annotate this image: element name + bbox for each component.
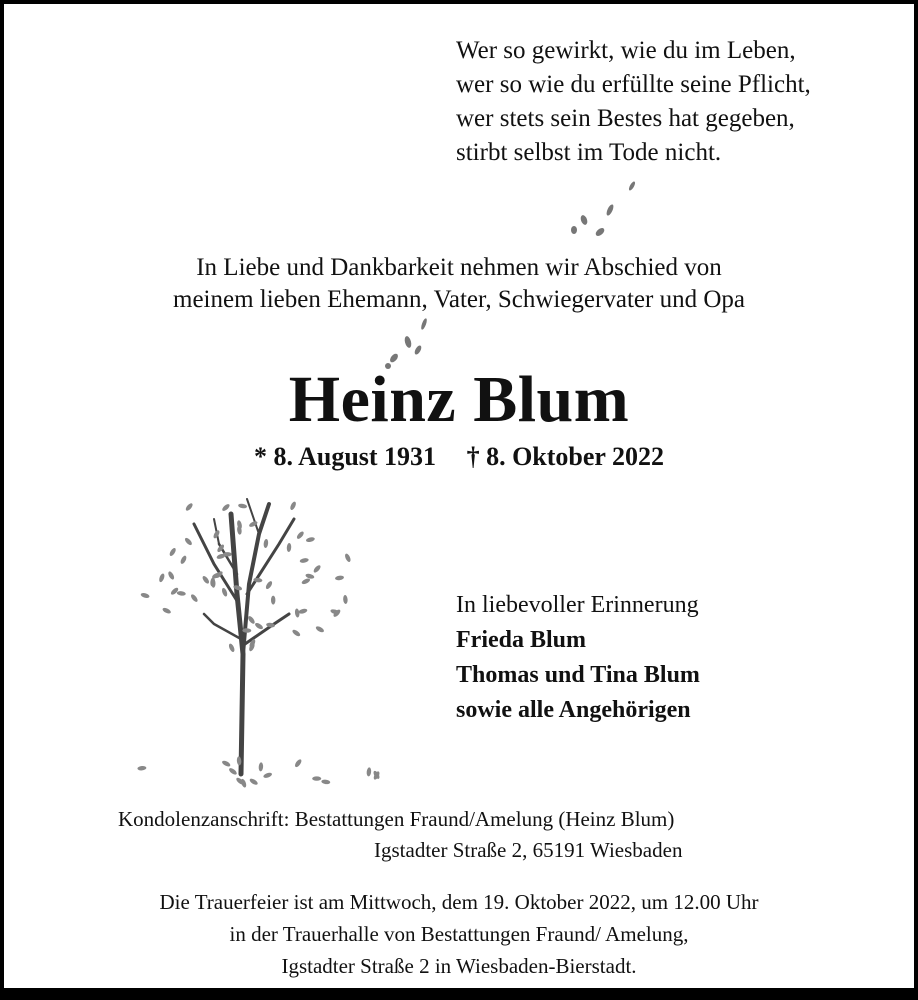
ceremony-line: in der Trauerhalle von Bestattungen Fraund/ Amelung, (229, 922, 689, 946)
leaf-icon (221, 760, 231, 768)
leaf-icon (301, 577, 311, 585)
leaf-icon (201, 575, 210, 585)
mourner-name: sowie alle Angehörigen (456, 697, 691, 723)
birth-date: * 8. August 1931 (254, 442, 437, 471)
ceremony-line: Die Trauerfeier ist am Mittwoch, dem 19. Oktober 2022, um 12.00 Uhr (159, 890, 759, 914)
leaf-icon (162, 607, 172, 615)
leaf-icon (221, 503, 231, 512)
leaf-icon (335, 575, 345, 581)
leaf-icon (179, 555, 187, 565)
leaf-icon (249, 777, 259, 786)
poem-line: Wer so gewirkt, wie du im Leben, (456, 37, 796, 64)
intro-line: meinem lieben Ehemann, Vater, Schwiegervater und Opa (173, 286, 745, 313)
leaf-icon (238, 503, 248, 509)
ceremony-info (4, 886, 914, 982)
mourner-name: Frieda Blum (456, 627, 586, 653)
poem (456, 34, 811, 170)
leaf-icon (263, 772, 273, 779)
leaf-icon (298, 608, 308, 615)
leaf-icon (321, 779, 331, 785)
condolence-line: Kondolenzanschrift: Bestattungen Fraund/Amelung (Heinz Blum) (118, 807, 675, 831)
poem-line: wer stets sein Bestes hat gegeben, (456, 105, 795, 132)
leaf-icon (315, 625, 325, 633)
leaf-icon (343, 595, 348, 604)
leaf-icon (299, 557, 309, 563)
leaf-icon (312, 564, 321, 574)
leaf-icon (168, 547, 177, 557)
leaf-icon (167, 570, 175, 580)
leaf-icon (254, 622, 264, 631)
life-dates (4, 442, 914, 472)
leaf-icon (190, 593, 199, 603)
leaf-icon (291, 629, 301, 638)
leaf-icon (289, 501, 297, 511)
ceremony-line: Igstadter Straße 2 in Wiesbaden-Bierstadt. (281, 954, 637, 978)
leaf-icon (140, 592, 150, 599)
leaf-icon (221, 587, 228, 597)
leaf-icon (296, 530, 305, 540)
poem-line: stirbt selbst im Tode nicht. (456, 139, 722, 166)
leaf-icon (286, 543, 291, 552)
leaf-icon (184, 537, 193, 547)
leaf-icon (158, 573, 165, 583)
leaf-icon (344, 553, 352, 563)
leaf-icon (366, 767, 371, 776)
intro-line: In Liebe und Dankbarkeit nehmen wir Abschied von (196, 254, 722, 281)
mourners-heading: In liebevoller Erinnerung (456, 592, 699, 618)
death-date: † 8. Oktober 2022 (466, 442, 664, 471)
leaf-icon (306, 536, 316, 542)
deceased-name: Heinz Blum (288, 363, 630, 436)
poem-line: wer so wie du erfüllte seine Pflicht, (456, 71, 811, 98)
leaf-icon (312, 776, 321, 780)
leaf-icon (177, 591, 186, 596)
leaf-icon (258, 762, 263, 771)
leaf-icon (185, 502, 194, 512)
mourner-name: Thomas und Tina Blum (456, 662, 700, 688)
leaf-icon (247, 615, 256, 625)
intro-text (4, 252, 914, 316)
leaf-icon (228, 643, 236, 653)
obituary-notice (4, 4, 914, 988)
leaf-icon (305, 573, 315, 580)
leaf-icon (263, 539, 268, 548)
mourners (456, 588, 700, 728)
leaf-icon (294, 758, 303, 768)
leaf-icon (265, 580, 274, 590)
condolence-address-line: Igstadter Straße 2, 65191 Wiesbaden (374, 838, 683, 862)
leaf-icon (137, 766, 146, 771)
tree-icon (119, 474, 389, 794)
leaf-icon (228, 767, 238, 776)
leaf-icon (271, 596, 275, 605)
